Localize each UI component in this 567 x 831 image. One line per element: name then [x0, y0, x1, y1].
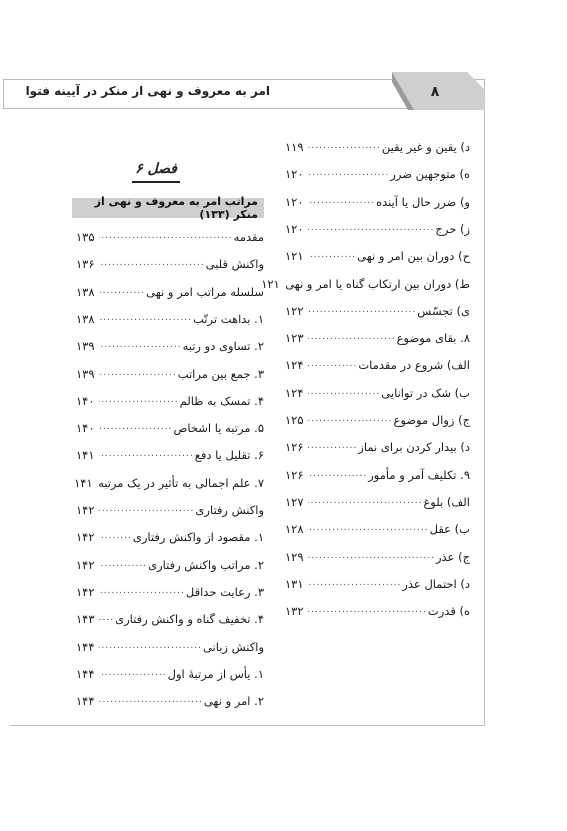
toc-entry: [285, 460, 470, 482]
toc-entry: [285, 378, 470, 400]
toc-entry-title: ۱. مقصود از واکنش رفتاری: [132, 530, 264, 545]
toc-entry-page: ۱۲۱: [285, 249, 304, 264]
toc-entry-title: ط) دوران بین ارتکاب گناه یا امر و نهی: [285, 276, 470, 291]
toc-entry-page: ۱۲۶: [285, 440, 304, 455]
toc-entry: [76, 632, 264, 654]
toc-entry: [76, 440, 264, 462]
toc-entry-title: ز) حرج: [435, 221, 470, 236]
toc-entry: [76, 468, 264, 490]
toc-leader-dots: [99, 583, 185, 599]
chapter-label-underline: [132, 181, 180, 183]
toc-entry-title: ه) متوجهین ضرر: [390, 167, 470, 182]
toc-entry-page: ۱۳۱: [285, 576, 304, 591]
toc-entry: [285, 159, 470, 181]
toc-leader-dots: [308, 138, 381, 154]
toc-leader-dots: [99, 228, 233, 244]
toc-leader-dots: [99, 337, 182, 353]
toc-entry-title: ۴. تخفیف گناه و واکنش رفتاری: [115, 612, 264, 627]
toc-leader-dots: [308, 438, 357, 454]
toc-leader-dots: [308, 466, 367, 482]
toc-leader-dots: [99, 283, 145, 299]
toc-entry-title: د) بیدار کردن برای نماز: [358, 440, 470, 455]
toc-leader-dots: [99, 692, 203, 708]
toc-entry: [76, 659, 264, 681]
toc-leader-dots: [308, 247, 356, 263]
toc-leader-dots: [99, 446, 194, 462]
toc-entry: [76, 386, 264, 408]
toc-leader-dots: [99, 419, 172, 435]
toc-entry: [76, 359, 264, 381]
toc-entry-page: ۱۴۲: [76, 503, 95, 517]
toc-entry-title: ۴. تمسک به ظالم: [179, 393, 264, 408]
toc-leader-dots: [99, 501, 194, 517]
toc-entry-page: ۱۱۹: [285, 140, 304, 154]
toc-entry: [76, 277, 264, 299]
toc-leader-dots: [308, 220, 434, 236]
toc-leader-dots: [99, 528, 132, 544]
toc-entry-title: ۱. بداهت ترتّب: [193, 311, 264, 326]
toc-leader-dots: [99, 638, 202, 654]
toc-entry-title: ۶. تقلیل یا دفع: [194, 448, 264, 463]
toc-entry-page: ۱۳۲: [285, 604, 304, 619]
toc-entry-title: ۳. جمع بین مراتب: [177, 366, 264, 381]
toc-entry-page: ۱۴۱: [76, 448, 95, 463]
toc-entry-page: ۱۴۴: [76, 694, 95, 709]
toc-leader-dots: [99, 392, 179, 408]
toc-entry-page: ۱۴۴: [76, 639, 95, 654]
toc-entry: [261, 269, 470, 291]
toc-left-column: [76, 222, 264, 712]
toc-leader-dots: [99, 310, 192, 326]
toc-entry: [285, 432, 470, 454]
toc-leader-dots: [99, 556, 147, 572]
toc-entry: [76, 604, 264, 626]
toc-entry-title: ۱. یأس از مرتبهٔ اول: [167, 666, 264, 681]
toc-entry-title: واکنش قلبی: [205, 257, 264, 272]
toc-entry-page: ۱۳۹: [76, 366, 95, 381]
toc-entry-title: واکنش زبانی: [202, 639, 264, 654]
toc-entry-title: سلسله مراتب امر و نهی: [146, 284, 264, 299]
chapter-label: فصل ۶: [135, 161, 177, 177]
toc-leader-dots: [308, 520, 429, 536]
toc-leader-dots: [99, 255, 205, 271]
toc-entry-page: ۱۲۰: [285, 221, 304, 236]
toc-entry: [76, 304, 264, 326]
toc-entry-title: مقدمه: [233, 230, 264, 244]
toc-entry: [285, 405, 470, 427]
toc-entry-page: ۱۴۰: [76, 421, 95, 436]
toc-leader-dots: [308, 356, 357, 372]
toc-entry-page: ۱۲۷: [285, 494, 304, 509]
toc-entry-page: ۱۳۸: [76, 311, 95, 326]
toc-entry-title: ب) شک در توانایی: [381, 385, 470, 400]
toc-entry-page: ۱۳۹: [76, 339, 95, 354]
toc-entry-title: ۵. مرتبه یا اشخاص: [173, 421, 264, 436]
toc-entry: [285, 514, 470, 536]
toc-entry-page: ۱۲۲: [285, 303, 304, 318]
toc-entry: [285, 214, 470, 236]
toc-leader-dots: [308, 302, 416, 318]
toc-entry: [76, 331, 264, 353]
toc-entry-page: ۱۲۰: [285, 167, 304, 182]
toc-entry: [285, 132, 470, 154]
toc-leader-dots: [308, 493, 422, 509]
toc-entry-title: ۲. تساوی دو رتبه: [182, 339, 264, 354]
toc-entry-page: ۱۲۹: [285, 549, 304, 564]
toc-entry: [76, 577, 264, 599]
toc-entry-title: ۲. امر و نهی: [203, 694, 264, 709]
toc-entry-page: ۱۲۴: [285, 385, 304, 400]
toc-entry: [285, 323, 470, 345]
toc-entry: [76, 686, 264, 708]
toc-entry: [76, 522, 264, 544]
toc-right-column: [261, 132, 470, 619]
frame-line-right: [484, 110, 485, 725]
toc-entry-page: ۱۴۲: [76, 584, 95, 599]
section-heading-text: مراتب امر به معروف و نهی از منکر (۱۳۳): [94, 195, 258, 221]
toc-entry-page: ۱۲۰: [285, 194, 304, 209]
toc-entry-title: ی) تجسّس: [417, 303, 470, 318]
toc-entry: [285, 350, 470, 372]
toc-entry-title: ح) دوران بین امر و نهی: [357, 249, 470, 264]
toc-leader-dots: [308, 411, 392, 427]
toc-entry-page: ۱۳۵: [76, 230, 95, 244]
toc-entry-title: ۳. رعایت حداقل: [185, 584, 264, 599]
toc-entry-page: ۱۴۰: [76, 393, 95, 408]
toc-leader-dots: [308, 602, 427, 618]
toc-leader-dots: [308, 548, 435, 564]
toc-leader-dots: [308, 165, 389, 181]
toc-entry-title: ۲. مراتب واکنش رفتاری: [148, 557, 264, 572]
toc-entry-page: ۱۴۱: [74, 475, 93, 490]
toc-entry-page: ۱۴۳: [76, 612, 95, 627]
frame-line-bottom: [10, 725, 485, 726]
toc-entry-title: ۸. بقای موضوع: [396, 331, 470, 346]
toc-entry-title: د) احتمال عذر: [402, 576, 470, 591]
toc-entry-page: ۱۲۳: [285, 331, 304, 346]
toc-leader-dots: [308, 193, 375, 209]
toc-leader-dots: [308, 384, 380, 400]
toc-entry-title: و) ضرر حال یا آینده: [376, 194, 470, 209]
toc-entry-title: د) یقین و غیر یقین: [381, 140, 470, 154]
toc-entry-title: الف) بلوغ: [423, 494, 470, 509]
toc-entry-page: ۱۲۵: [285, 413, 304, 427]
toc-entry-page: ۱۲۸: [285, 522, 304, 537]
toc-entry: [285, 296, 470, 318]
toc-entry: [76, 249, 264, 271]
toc-entry-page: ۱۳۸: [76, 284, 95, 299]
toc-entry-page: ۱۲۶: [285, 467, 304, 482]
toc-entry-page: ۱۴۲: [76, 530, 95, 545]
section-heading: [72, 195, 264, 221]
toc-entry-page: ۱۲۱: [261, 276, 280, 291]
toc-entry-page: ۱۴۴: [76, 666, 95, 681]
toc-entry-title: ه) قدرت: [427, 604, 470, 619]
toc-entry-title: ۹. تکلیف آمر و مأمور: [368, 467, 470, 482]
toc-leader-dots: [99, 665, 167, 681]
toc-entry-page: ۱۳۶: [76, 257, 95, 272]
toc-entry: [76, 222, 264, 244]
toc-entry-title: ب) عقل: [429, 522, 470, 537]
toc-entry: [285, 542, 470, 564]
toc-entry-title: واکنش رفتاری: [195, 503, 264, 517]
toc-leader-dots: [308, 575, 401, 591]
toc-entry: [285, 241, 470, 263]
toc-entry: [285, 187, 470, 209]
toc-leader-dots: [308, 329, 396, 345]
toc-entry-title: ۷. علم اجمالی به تأثیر در یک مرتبه: [98, 475, 264, 490]
toc-leader-dots: [99, 610, 114, 626]
toc-entry-page: ۱۴۲: [76, 557, 95, 572]
toc-entry: [285, 487, 470, 509]
toc-entry: [76, 495, 264, 517]
toc-entry-title: ج) زوال موضوع: [393, 413, 470, 427]
toc-leader-dots: [99, 365, 177, 381]
page-number: ۸: [430, 84, 440, 100]
toc-entry: [76, 413, 264, 435]
toc-entry-title: الف) شروع در مقدمات: [358, 358, 470, 373]
toc-entry: [76, 550, 264, 572]
toc-entry: [285, 596, 470, 618]
toc-entry-title: ج) عذر: [435, 549, 470, 564]
toc-entry: [285, 569, 470, 591]
running-title: امر به معروف و نهی از منکر در آیینه فتوا: [25, 84, 270, 98]
toc-entry-page: ۱۲۴: [285, 358, 304, 373]
